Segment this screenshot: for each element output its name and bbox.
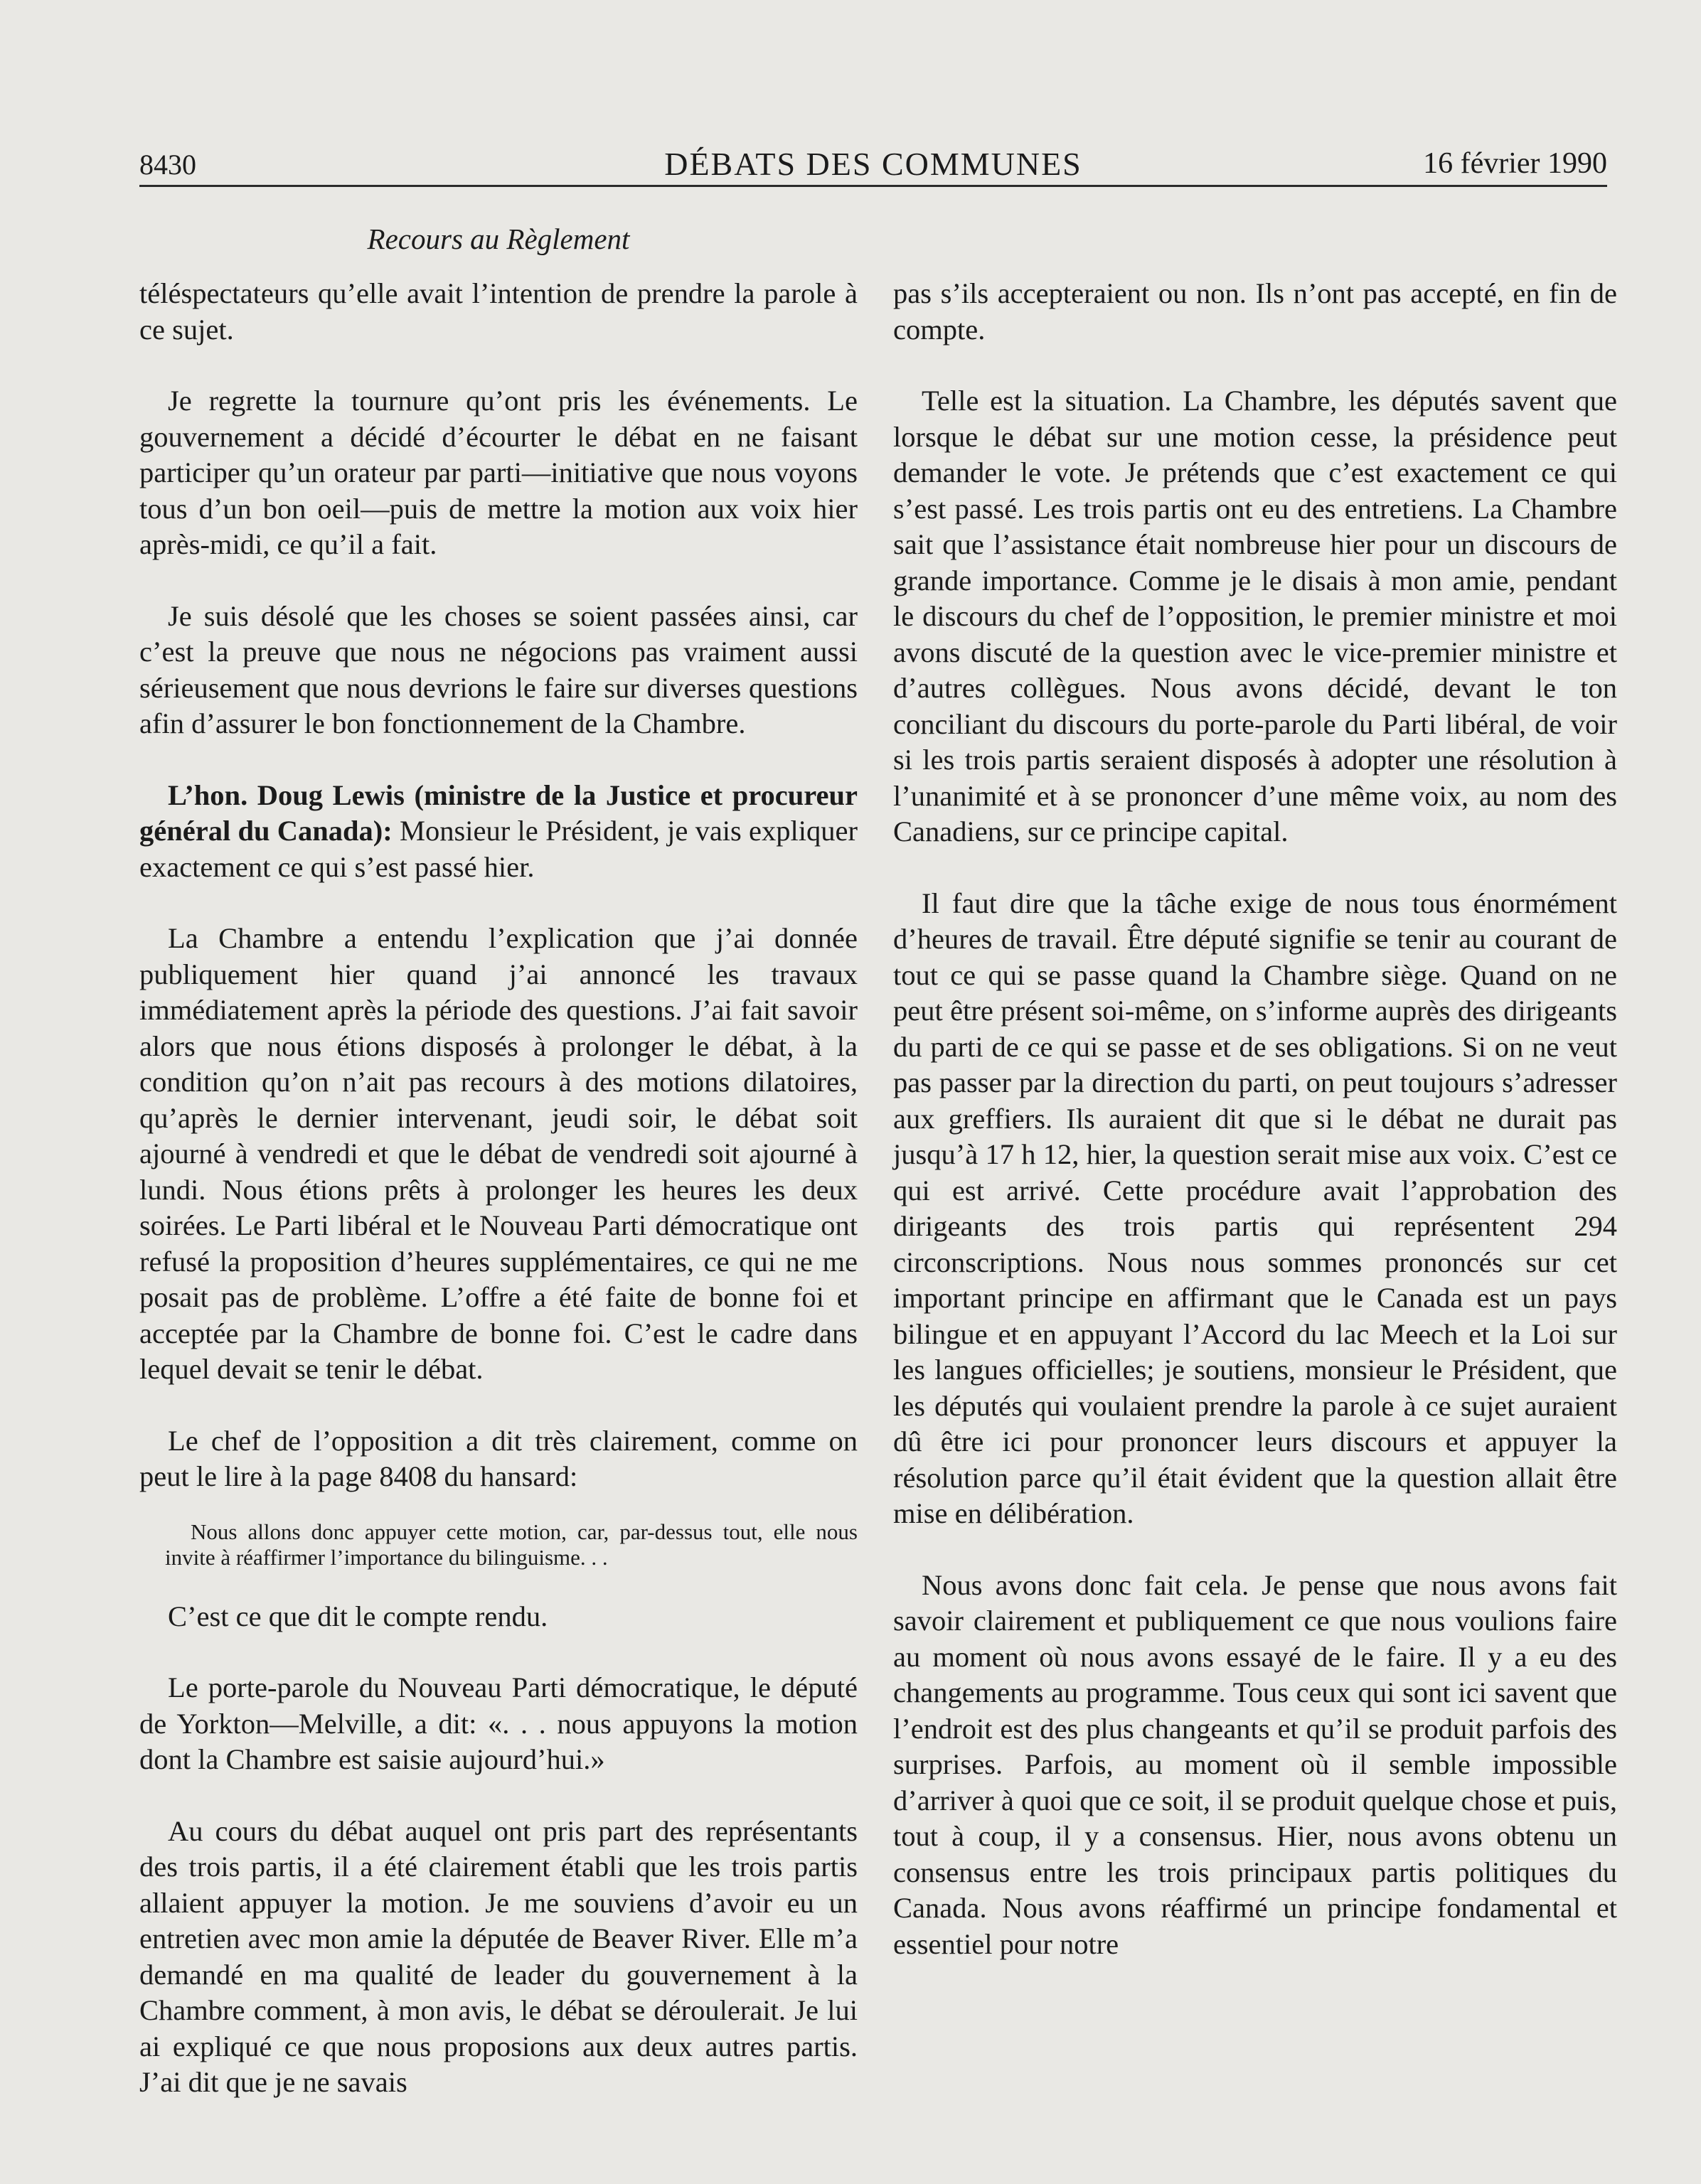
paragraph: Au cours du débat auquel ont pris part des représentants des trois partis, il a été clairement établi que les trois partis allaient appuyer la motion. Je me souviens d’avoir eu un entretien avec mon amie la députée de Beaver River. Elle m’a demandé en ma qualité de leader du gouvernement à la Chambre comment, à mon avis, le débat se déroulerait. Je lui ai expliqué ce que nous proposions aux deux autres partis. J’ai dit que je ne savais xyxy=(139,1814,858,2098)
paragraph: Je suis désolé que les choses se soient passées ainsi, car c’est la preuve que nous ne négocions pas vraiment aussi sérieusement que nous devrions le faire sur diverses questions afin d’assurer le bon fonctionnement de la Chambre. xyxy=(139,599,858,739)
page-number: 8430 xyxy=(139,149,196,181)
paragraph: C’est ce que dit le compte rendu. xyxy=(168,1600,548,1632)
left-column xyxy=(139,276,858,2101)
block-quote: Nous allons donc appuyer cette motion, car, par-dessus tout, elle nous invite à réaffirmer l’importance du bilinguisme. . . xyxy=(165,1519,858,1570)
paragraph: téléspectateurs qu’elle avait l’intention de prendre la parole à ce sujet. xyxy=(139,277,858,346)
paragraph: La Chambre a entendu l’explication que j’ai donnée publiquement hier quand j’ai annoncé les travaux immédiatement après la période des questions. J’ai fait savoir alors que nous étions disposés à prolonger le débat, à la condition qu’on n’ait pas recours à des motions dilatoires, qu’après le dernier intervenant, jeudi soir, le débat soit ajourné à vendredi et que le débat de vendredi soit ajourné à lundi. Nous étions prêts à prolonger les heures les deux soirées. Le Parti libéral et le Nouveau Parti démocratique ont refusé la proposition d’heures supplémentaires, ce qui ne me posait pas de problème. L’offre a été faite de bonne foi et acceptée par la Chambre de bonne foi. C’est le cadre dans lequel devait se tenir le débat. xyxy=(139,922,858,1385)
right-column xyxy=(893,276,1617,1962)
publication-title: DÉBATS DES COMMUNES xyxy=(664,146,1082,182)
section-title: Recours au Règlement xyxy=(367,223,630,255)
paragraph: Telle est la situation. La Chambre, les députés savent que lorsque le débat sur une motion cesse, la présidence peut demander le vote. Je prétends que c’est exactement ce qui s’est passé. Les trois partis ont eu des entretiens. La Chambre sait que l’assistance était nombreuse hier pour un discours de grande importance. Comme je le disais à mon amie, pendant le discours du chef de l’opposition, le premier ministre et moi avons discuté de la question avec le vice-premier ministre et d’autres collègues. Nous avons décidé, devant le ton conciliant du discours du porte-parole du Parti libéral, de voir si les trois partis seraient disposés à adopter une résolution à l’unanimité et à se prononcer d’une même voix, au nom des Canadiens, sur ce principe capital. xyxy=(893,385,1617,847)
paragraph: Le chef de l’opposition a dit très clairement, comme on peut le lire à la page 8408 du hansard: xyxy=(139,1424,858,1492)
publication-date: 16 février 1990 xyxy=(1423,147,1607,180)
page-header xyxy=(139,142,1607,187)
paragraph: Je regrette la tournure qu’ont pris les événements. Le gouvernement a décidé d’écourter le débat en ne faisant participer qu’un orateur par parti—initiative que nous voyons tous d’un bon oeil—puis de mettre la motion aux voix hier après-midi, ce qu’il a fait. xyxy=(139,385,858,560)
paragraph: Il faut dire que la tâche exige de nous tous énormément d’heures de travail. Être député signifie se tenir au courant de tout ce qui se passe quand la Chambre siège. Quand on ne peut être présent soi-même, on s’informe auprès des dirigeants du parti de ce qui se passe et de ses obligations. Si on ne veut pas passer par la direction du parti, on peut toujours s’adresser aux greffiers. Ils auraient dit que si le débat ne durait pas jusqu’à 17 h 12, hier, la question serait mise aux voix. C’est ce qui est arrivé. Cette procédure avait l’approbation des dirigeants des trois partis qui représentent 294 circonscriptions. Nous nous sommes prononcés sur cet important principe en affirmant que le Canada est un pays bilingue et en appuyant l’Accord du lac Meech et la Loi sur les langues officielles; je soutiens, monsieur le Président, que les députés qui voulaient prendre la parole à ce sujet auraient dû être ici pour prononcer leurs discours et appuyer la résolution parce qu’il était évident que la question allait être mise en délibération. xyxy=(893,887,1617,1529)
speaker-paragraph xyxy=(139,778,858,886)
paragraph: pas s’ils accepteraient ou non. Ils n’ont pas accepté, en fin de compte. xyxy=(893,277,1617,346)
speaker-text: Monsieur le Président, je vais expliquer exactement ce qui s’est passé hier. xyxy=(139,815,858,883)
paragraph: Nous avons donc fait cela. Je pense que nous avons fait savoir clairement et publiquement ce que nous voulions faire au moment où nous avons essayé de le faire. Il y a eu des changements au programme. Tous ceux qui sont ici savent que l’endroit est des plus changeants et qu’il se produit parfois des surprises. Parfois, au moment où il semble impossible d’arriver à quoi que ce soit, il se produit quelque chose et puis, tout à coup, il y a consensus. Hier, nous avons obtenu un consensus entre les trois principaux partis politiques du Canada. Nous avons réaffirmé un principe fondamental et essentiel pour notre xyxy=(893,1568,1617,1960)
paragraph: Le porte-parole du Nouveau Parti démocratique, le député de Yorkton—Melville, a dit: «. . . nous appuyons la motion dont la Chambre est saisie aujourd’hui.» xyxy=(139,1671,858,1775)
speaker-name: L’hon. Doug Lewis (ministre de la Justice et procureur général du Canada): xyxy=(139,778,858,847)
